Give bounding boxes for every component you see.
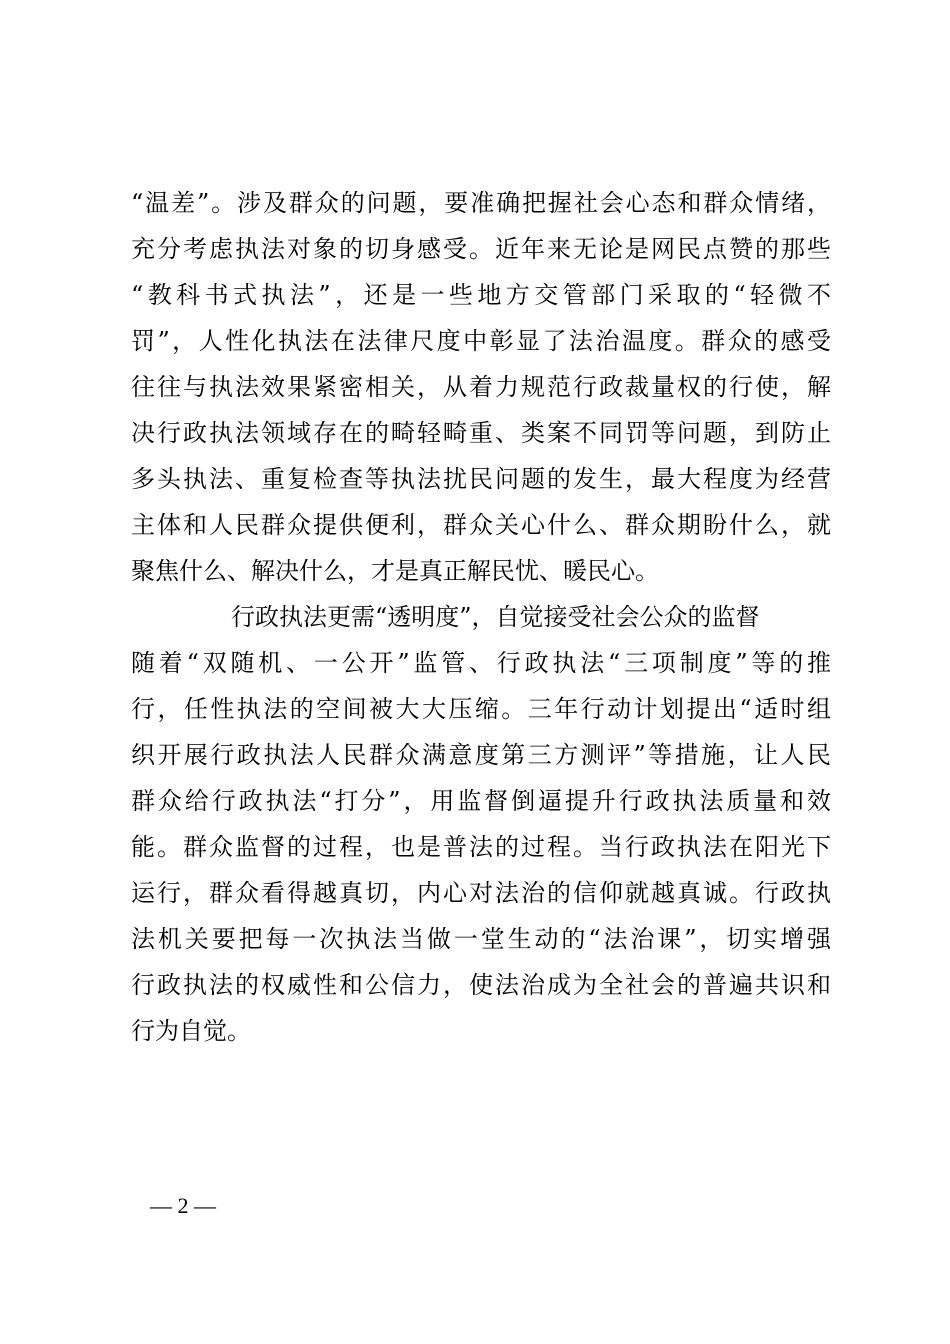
text-line: 主体和人民群众提供便利，群众关心什么、群众期盼什么，就 [131, 511, 831, 539]
text-line: 能。群众监督的过程，也是普法的过程。当行政执法在阳光下 [131, 833, 831, 861]
text-line: 群众给行政执法“打分”，用监督倒逼提升行政执法质量和效 [131, 787, 831, 815]
page-number: — 2 — [150, 1193, 216, 1218]
body-text [131, 180, 831, 1054]
section-heading: 行政执法更需“透明度”，自觉接受社会公众的监督 [231, 603, 760, 631]
text-line: 往往与执法效果紧密相关，从着力规范行政裁量权的行使，解 [131, 373, 831, 401]
text-line: 聚焦什么、解决什么，才是真正解民忧、暖民心。 [131, 557, 659, 585]
text-line: 法机关要把每一次执法当做一堂生动的“法治课”，切实增强 [131, 925, 831, 953]
text-line: 随着“双随机、一公开”监管、行政执法“三项制度”等的推 [131, 649, 831, 677]
text-line: 织开展行政执法人民群众满意度第三方测评”等措施，让人民 [131, 741, 831, 769]
text-line: “温差”。涉及群众的问题，要准确把握社会心态和群众情绪， [131, 189, 831, 217]
text-line: 罚”，人性化执法在法律尺度中彰显了法治温度。群众的感受 [131, 327, 831, 355]
text-line: 行为自觉。 [131, 1017, 251, 1045]
text-line: 多头执法、重复检查等执法扰民问题的发生，最大程度为经营 [131, 465, 831, 493]
text-line: 行政执法的权威性和公信力，使法治成为全社会的普遍共识和 [131, 971, 831, 999]
text-line: 行，任性执法的空间被大大压缩。三年行动计划提出“适时组 [131, 695, 831, 723]
text-line: 充分考虑执法对象的切身感受。近年来无论是网民点赞的那些 [131, 235, 831, 263]
text-line: 决行政执法领域存在的畸轻畸重、类案不同罚等问题，到防止 [131, 419, 831, 447]
text-line: 运行，群众看得越真切，内心对法治的信仰就越真诚。行政执 [131, 879, 831, 907]
text-line: “教科书式执法”，还是一些地方交管部门采取的“轻微不 [131, 281, 831, 309]
